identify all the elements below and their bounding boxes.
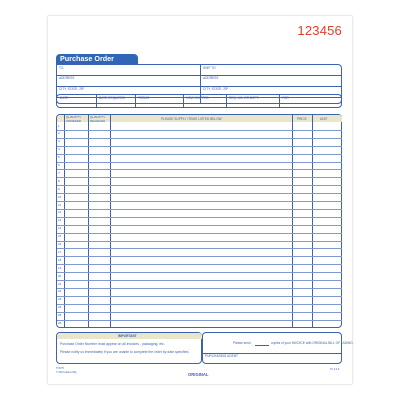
table-row xyxy=(57,256,342,257)
qty-ordered-header: QUANTITY ORDERED xyxy=(66,115,82,123)
row-number: 15 xyxy=(58,234,62,239)
row-number: 3 xyxy=(58,139,60,144)
send-instructions-block xyxy=(202,332,354,364)
row-number: 22 xyxy=(58,289,62,294)
table-row xyxy=(57,288,342,289)
table-row xyxy=(57,217,342,218)
table-row xyxy=(57,304,342,305)
table-row xyxy=(57,320,342,321)
table-row xyxy=(57,169,342,170)
row-number: 19 xyxy=(58,265,62,270)
terms-label: TERMS xyxy=(138,96,150,100)
row-number: 12 xyxy=(58,210,62,215)
table-row xyxy=(57,280,342,281)
address-label-right: ADDRESS xyxy=(203,76,219,80)
price-header: PRICE xyxy=(297,117,307,121)
row-number: 26 xyxy=(58,321,62,325)
row-number: 9 xyxy=(58,186,60,191)
copyright: © 2015 Adams Mfg xyxy=(56,371,77,374)
row-number: 2 xyxy=(58,131,60,136)
date-label: DATE xyxy=(60,96,69,100)
row-number: 23 xyxy=(58,297,62,302)
row-number: 8 xyxy=(58,178,60,183)
copy-label: ORIGINAL xyxy=(188,372,209,377)
unit-header: UNIT xyxy=(320,117,328,121)
form-number: 123456 xyxy=(297,23,342,38)
row-number: 17 xyxy=(58,249,62,254)
row-number: 7 xyxy=(58,170,60,175)
ship-to-label: SHIP TO xyxy=(203,66,216,70)
purchasing-agent-label: PURCHASING AGENT xyxy=(205,354,238,358)
table-row xyxy=(57,177,342,178)
purchase-order-form xyxy=(48,16,352,384)
important-line-1: Purchase Order Number must appear on all invoices - packaging, etc. xyxy=(60,342,165,346)
important-line-2: Please notify us immediately if you are unable to complete the order by date specified. xyxy=(60,350,190,354)
order-info-block xyxy=(56,94,342,108)
city-label-right: CITY, STATE, ZIP xyxy=(203,87,229,91)
row-number: 21 xyxy=(58,281,62,286)
table-row xyxy=(57,130,342,131)
table-row xyxy=(57,225,342,226)
table-row xyxy=(57,233,342,234)
table-row xyxy=(57,241,342,242)
row-number: 14 xyxy=(58,226,62,231)
form-code: TC5/75 xyxy=(56,367,64,370)
table-row xyxy=(57,185,342,186)
row-number: 11 xyxy=(58,202,62,207)
city-label-left: CITY, STATE, ZIP xyxy=(59,87,85,91)
row-number: 1 xyxy=(58,123,60,128)
row-number: 5 xyxy=(58,155,60,160)
table-row xyxy=(57,312,342,313)
table-row xyxy=(57,296,342,297)
req-no-label: REQ. NO. OR DEPT. xyxy=(229,96,259,100)
row-number: 24 xyxy=(58,305,62,310)
table-row xyxy=(57,264,342,265)
important-heading: IMPORTANT xyxy=(118,334,137,338)
row-number: 16 xyxy=(58,242,62,246)
qty-received-header: QUANTITY RECEIVED xyxy=(90,115,106,123)
table-row xyxy=(57,162,342,163)
table-row xyxy=(57,193,342,194)
form-title: Purchase Order xyxy=(56,54,138,64)
description-header: PLEASE SUPPLY ITEMS LISTED BELOW xyxy=(161,117,222,121)
table-row xyxy=(57,201,342,202)
row-number: 10 xyxy=(58,194,62,199)
row-number: 20 xyxy=(58,273,62,278)
important-block xyxy=(56,332,202,364)
table-row xyxy=(57,146,342,147)
form-code-right: TC 0 0 0 xyxy=(330,368,340,371)
address-label-left: ADDRESS xyxy=(59,76,75,80)
table-row xyxy=(57,272,342,273)
how-shipped-label: HOW SHIPPED xyxy=(186,96,209,100)
please-send-label: Please send xyxy=(233,341,251,345)
row-number: 4 xyxy=(58,147,60,152)
row-number: 25 xyxy=(58,313,62,318)
table-row xyxy=(57,248,342,249)
row-number: 18 xyxy=(58,257,62,262)
items-table xyxy=(56,114,342,328)
date-required-label: DATE REQUIRED xyxy=(99,96,125,100)
copies-text: copies of your INVOICE with ORIGINAL BILL OF LADING. xyxy=(271,341,354,345)
row-number: 13 xyxy=(58,218,62,223)
table-row xyxy=(57,138,342,139)
row-number: 6 xyxy=(58,163,60,167)
to-label: TO xyxy=(59,66,64,70)
table-row xyxy=(57,154,342,155)
for-label: FOR xyxy=(282,96,289,100)
table-row xyxy=(57,209,342,210)
